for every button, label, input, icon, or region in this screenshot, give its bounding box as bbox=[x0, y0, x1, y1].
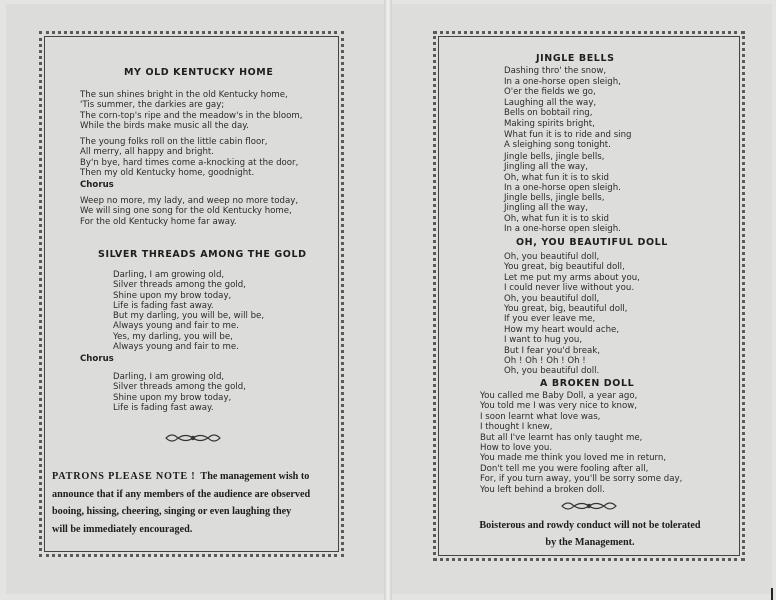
silver-threads-chorus bbox=[113, 372, 246, 413]
verse-line: You left behind a broken doll. bbox=[480, 484, 605, 495]
verse-line: Silver threads among the gold, bbox=[113, 382, 246, 393]
scroll-ornament-right bbox=[560, 500, 618, 512]
beautiful-doll-verse bbox=[504, 252, 640, 377]
verse-line: I want to hug you, bbox=[504, 335, 583, 346]
verse-line: Jingle bells, jingle bells, bbox=[504, 152, 605, 162]
verse-line: Life is fading fast away. bbox=[113, 300, 214, 311]
verse-line: Weep no more, my lady, and weep no more today, bbox=[80, 196, 299, 206]
notice-line: will be immediately encouraged. bbox=[52, 523, 193, 535]
verse-line: Life is fading fast away. bbox=[113, 402, 214, 413]
kentucky-stanza-2 bbox=[80, 137, 298, 178]
verse-line: Jingling all the way, bbox=[504, 162, 588, 173]
verse-line: Jingle bells, jingle bells, bbox=[504, 193, 605, 204]
verse-line: In a one-horse open sleigh. bbox=[504, 182, 621, 193]
verse-line: But I fear you'd break, bbox=[504, 345, 600, 356]
verse-line: Don't tell me you were fooling after all, bbox=[480, 463, 649, 474]
song-title-oh-you-beautiful-doll: OH, YOU BEAUTIFUL DOLL bbox=[516, 237, 668, 248]
verse-line: Dashing thro' the snow, bbox=[504, 66, 607, 76]
verse-line: How to love you. bbox=[480, 443, 553, 454]
notice-line: announce that if any members of the audience are observed bbox=[52, 488, 311, 500]
verse-line: Oh, you beautiful doll. bbox=[504, 366, 600, 377]
verse-line: Bells on bobtail ring, bbox=[504, 108, 593, 119]
verse-line: Darling, I am growing old, bbox=[113, 270, 225, 280]
verse-line: Always young and fair to me. bbox=[113, 321, 239, 332]
verse-line: A sleighing song tonight. bbox=[504, 140, 611, 151]
verse-line: Oh, what fun it is to skid bbox=[504, 172, 609, 183]
page-edge-mark bbox=[771, 588, 773, 600]
verse-line: Laughing all the way, bbox=[504, 97, 597, 108]
verse-line: Oh ! Oh ! Oh ! Oh ! bbox=[504, 356, 586, 367]
verse-line: Oh, what fun it is to skid bbox=[504, 213, 609, 224]
verse-line: In a one-horse open sleigh, bbox=[504, 76, 621, 87]
verse-line: How my heart would ache, bbox=[504, 324, 620, 335]
verse-line: You great, big, beautiful doll, bbox=[504, 304, 628, 315]
verse-line: For, if you turn away, you'll be sorry some day, bbox=[480, 474, 683, 485]
verse-line: Let me put my arms about you, bbox=[504, 272, 640, 283]
patrons-notice bbox=[52, 468, 336, 538]
verse-line: The young folks roll on the little cabin floor, bbox=[80, 137, 268, 147]
verse-line: Oh, you beautiful doll, bbox=[504, 293, 600, 304]
booklet-spine bbox=[384, 0, 392, 600]
verse-line: I thought I knew, bbox=[480, 422, 553, 433]
verse-line: The sun shines bright in the old Kentucky home, bbox=[80, 90, 288, 100]
verse-line: I soon learnt what love was, bbox=[480, 411, 601, 422]
verse-line: You told me I was very nice to know, bbox=[480, 401, 638, 412]
notice-line: booing, hissing, cheering, singing or even laughing they bbox=[52, 506, 292, 518]
verse-line: All merry, all happy and bright. bbox=[80, 147, 215, 158]
verse-line: Jingling all the way, bbox=[504, 203, 588, 214]
verse-line: Shine upon my brow today, bbox=[113, 392, 232, 403]
silver-threads-chorus-label: Chorus bbox=[80, 354, 114, 364]
verse-line: Making spirits bright, bbox=[504, 118, 595, 129]
verse-line: The corn-top's ripe and the meadow's in the bloom, bbox=[80, 110, 303, 121]
footer-line: by the Management. bbox=[545, 537, 635, 548]
jingle-bells-verse bbox=[504, 66, 631, 151]
verse-line: We will sing one song for the old Kentucky home, bbox=[80, 206, 292, 217]
verse-line: You great, big beautiful doll, bbox=[504, 262, 625, 273]
song-title-my-old-kentucky-home: MY OLD KENTUCKY HOME bbox=[124, 67, 274, 78]
jingle-bells-chorus bbox=[504, 152, 621, 234]
verse-line: Oh, you beautiful doll, bbox=[504, 252, 600, 262]
song-title-jingle-bells: JINGLE BELLS bbox=[536, 53, 615, 64]
verse-line: You called me Baby Doll, a year ago, bbox=[480, 391, 638, 401]
verse-line: If you ever leave me, bbox=[504, 314, 596, 325]
song-title-a-broken-doll: A BROKEN DOLL bbox=[540, 378, 635, 389]
kentucky-chorus-label: Chorus bbox=[80, 180, 114, 190]
silver-threads-verse bbox=[113, 270, 264, 352]
verse-line: I could never live without you. bbox=[504, 283, 635, 294]
management-footer-note bbox=[446, 517, 734, 551]
verse-line: 'Tis summer, the darkies are gay; bbox=[80, 100, 225, 111]
verse-line: But all I've learnt has only taught me, bbox=[480, 432, 643, 443]
verse-line: You made me think you loved me in return, bbox=[480, 453, 667, 464]
notice-line: The management wish to bbox=[200, 471, 310, 482]
footer-line: Boisterous and rowdy conduct will not be tolerated bbox=[479, 520, 701, 531]
verse-line: O'er the fields we go, bbox=[504, 87, 596, 98]
notice-lead: PATRONS PLEASE NOTE ! bbox=[52, 471, 196, 482]
verse-line: By'n bye, hard times come a-knocking at the door, bbox=[80, 157, 299, 168]
verse-line: What fun it is to ride and sing bbox=[504, 129, 632, 140]
song-title-silver-threads: SILVER THREADS AMONG THE GOLD bbox=[98, 249, 307, 260]
verse-line: Yes, my darling, you will be, bbox=[113, 331, 233, 342]
verse-line: Darling, I am growing old, bbox=[113, 372, 225, 382]
verse-line: In a one-horse open sleigh. bbox=[504, 224, 621, 235]
verse-line: While the birds make music all the day. bbox=[80, 120, 249, 131]
verse-line: Silver threads among the gold, bbox=[113, 280, 246, 291]
verse-line: Shine upon my brow today, bbox=[113, 290, 232, 301]
verse-line: Then my old Kentucky home, goodnight. bbox=[80, 167, 255, 178]
kentucky-chorus bbox=[80, 196, 298, 227]
verse-line: But my darling, you will be, will be, bbox=[113, 311, 265, 322]
verse-line: Always young and fair to me. bbox=[113, 342, 239, 353]
kentucky-stanza-1 bbox=[80, 90, 303, 131]
scroll-ornament-left bbox=[164, 432, 222, 444]
verse-line: For the old Kentucky home far away. bbox=[80, 216, 237, 227]
broken-doll-verse bbox=[480, 391, 682, 495]
